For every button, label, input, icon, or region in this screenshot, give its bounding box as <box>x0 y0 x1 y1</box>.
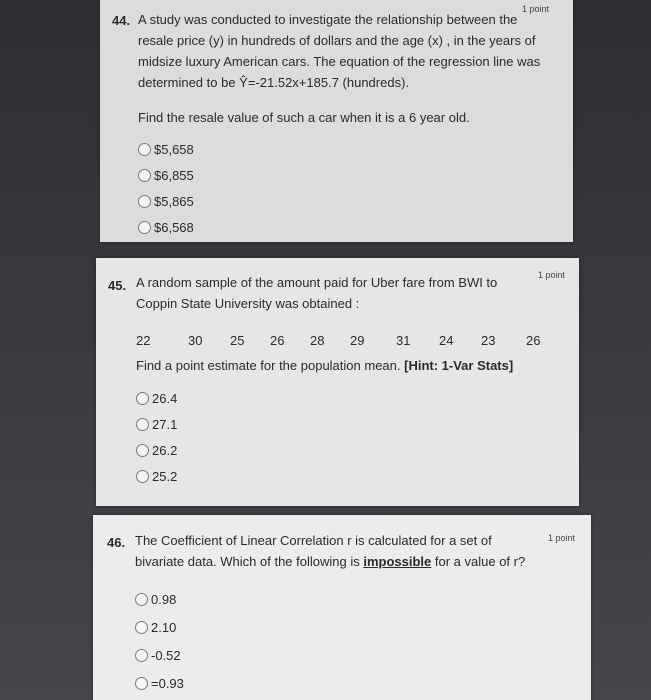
answer-option[interactable] <box>135 585 184 613</box>
question-line: The Coefficient of Linear Correlation r is calculated for a set of <box>135 533 492 548</box>
data-value: 22 <box>136 333 151 348</box>
prompt-text: Find a point estimate for the population mean. <box>136 358 405 373</box>
radio-button[interactable] <box>136 470 149 483</box>
answer-option[interactable] <box>136 385 177 411</box>
question-card-44 <box>100 0 573 242</box>
option-label: 26.4 <box>152 390 178 406</box>
data-value: 31 <box>396 333 411 348</box>
emphasis-text: impossible <box>363 554 432 569</box>
answer-option[interactable] <box>138 162 194 188</box>
radio-button[interactable] <box>138 221 151 234</box>
question-number: 46. <box>107 535 126 550</box>
question-number: 45. <box>108 278 127 293</box>
answer-option[interactable] <box>135 641 184 669</box>
option-label: =0.93 <box>151 675 184 691</box>
radio-button[interactable] <box>136 444 149 457</box>
question-text <box>136 272 497 314</box>
point-value: 1 point <box>538 270 566 280</box>
point-value: 1 point <box>548 533 576 543</box>
answer-option[interactable] <box>135 613 184 641</box>
question-line-text: bivariate data. Which of the following is <box>135 554 364 569</box>
question-line-text: for a value of r? <box>431 554 526 569</box>
option-label: $5,658 <box>154 141 194 157</box>
hint-text: [Hint: 1-Var Stats] <box>404 358 514 373</box>
radio-button[interactable] <box>135 649 148 662</box>
question-line: A random sample of the amount paid for Uber fare from BWI to <box>136 275 498 290</box>
data-value: 30 <box>188 333 203 348</box>
question-card-46 <box>93 515 591 700</box>
option-label: 27.1 <box>152 416 178 432</box>
question-line: Coppin State University was obtained : <box>136 296 360 311</box>
answer-option[interactable] <box>136 437 177 463</box>
option-label: 26.2 <box>152 442 178 458</box>
option-label: 2.10 <box>151 619 177 635</box>
option-label: 0.98 <box>151 591 177 607</box>
answer-options <box>136 385 177 489</box>
radio-button[interactable] <box>138 169 151 182</box>
question-card-45 <box>96 258 579 506</box>
question-line: determined to be Ŷ=-21.52x+185.7 (hundreds). <box>138 75 410 90</box>
question-line <box>135 551 525 572</box>
question-text <box>135 530 525 572</box>
answer-option[interactable] <box>136 411 177 437</box>
radio-button[interactable] <box>138 195 151 208</box>
data-value: 26 <box>526 333 541 348</box>
question-text <box>138 9 540 93</box>
data-values <box>136 333 540 348</box>
radio-button[interactable] <box>135 593 148 606</box>
data-value: 25 <box>230 333 245 348</box>
option-label: $6,568 <box>154 219 194 235</box>
answer-option[interactable] <box>138 136 194 162</box>
question-line: resale price (y) in hundreds of dollars and the age (x) , in the years of <box>138 33 536 48</box>
answer-options <box>135 585 184 697</box>
answer-options <box>138 136 194 240</box>
question-line: midsize luxury American cars. The equation of the regression line was <box>138 54 541 69</box>
radio-button[interactable] <box>138 143 151 156</box>
option-label: $5,865 <box>154 193 194 209</box>
answer-option[interactable] <box>136 463 177 489</box>
answer-option[interactable] <box>138 188 194 214</box>
radio-button[interactable] <box>135 677 148 690</box>
option-label: $6,855 <box>154 167 194 183</box>
option-label: 25.2 <box>152 468 178 484</box>
data-value: 28 <box>310 333 325 348</box>
radio-button[interactable] <box>136 418 149 431</box>
point-value: 1 point <box>522 4 550 14</box>
data-value: 23 <box>481 333 496 348</box>
answer-option[interactable] <box>135 669 184 697</box>
option-label: -0.52 <box>151 647 181 663</box>
data-value: 26 <box>270 333 285 348</box>
data-value: 29 <box>350 333 365 348</box>
data-value: 24 <box>439 333 454 348</box>
question-prompt <box>136 358 513 373</box>
question-number: 44. <box>112 13 131 28</box>
radio-button[interactable] <box>135 621 148 634</box>
answer-option[interactable] <box>138 214 194 240</box>
question-line: A study was conducted to investigate the relationship between the <box>138 12 518 27</box>
question-prompt: Find the resale value of such a car when it is a 6 year old. <box>138 110 470 125</box>
radio-button[interactable] <box>136 392 149 405</box>
